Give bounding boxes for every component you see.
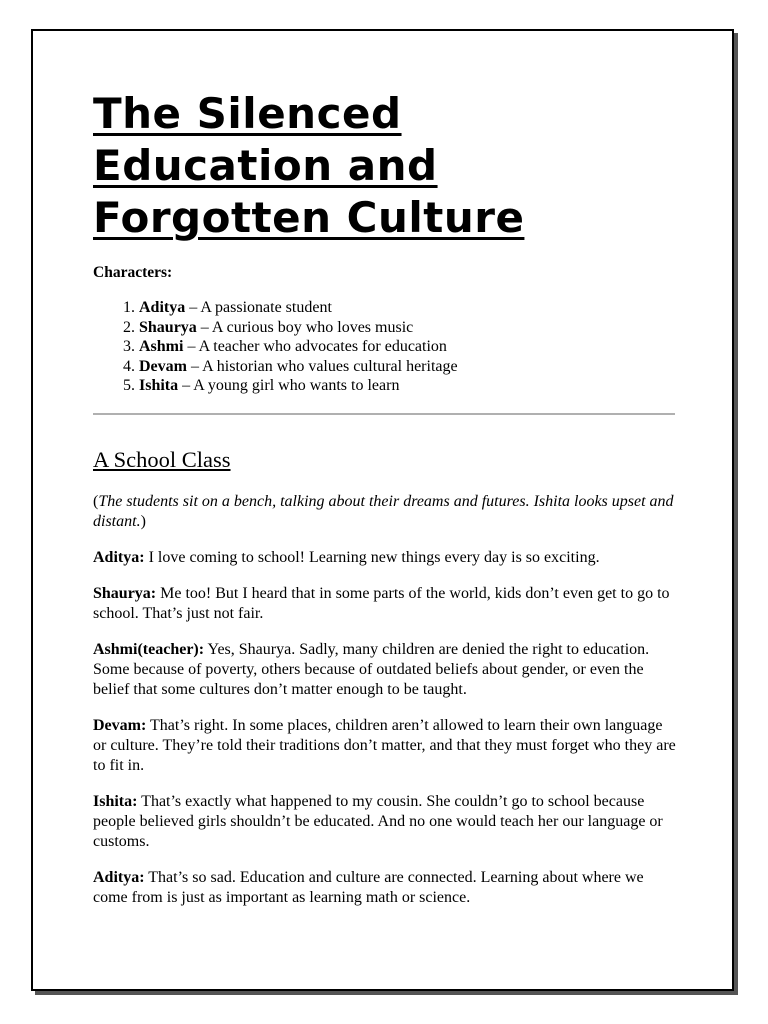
character-item <box>139 318 678 338</box>
speaker-name: Aditya: <box>93 548 145 566</box>
dialogue-line <box>93 584 678 624</box>
character-desc: – A curious boy who loves music <box>196 318 414 336</box>
dialogue-text: That’s right. In some places, children aren’t allowed to learn their own language or culture. They’re told their traditions don’t matter, and that they must forget who they are to fit in. <box>93 716 676 774</box>
character-desc: – A passionate student <box>185 299 332 316</box>
character-name: Shaurya <box>139 318 197 336</box>
character-desc: – A young girl who wants to learn <box>178 377 400 395</box>
dialogue-line <box>93 640 678 700</box>
dialogue-text: Yes, Shaurya. Sadly, many children are denied the right to education. Some because of poverty, others because of outdated beliefs about gender, or even the belief that some cultures don’t matter enough to be taught. <box>93 640 650 698</box>
character-name: Ishita <box>139 377 179 395</box>
dialogue-line <box>93 868 678 908</box>
dialogue-text: That’s exactly what happened to my cousin. She couldn’t go to school because people believed girls shouldn’t be educated. And no one would teach her our language or customs. <box>93 792 663 850</box>
character-desc: – A teacher who advocates for education <box>183 338 447 356</box>
dialogue-text: That’s so sad. Education and culture are connected. Learning about where we come from is just as important as learning math or science. <box>93 868 644 906</box>
dialogue-text: I love coming to school! Learning new things every day is so exciting. <box>144 548 600 566</box>
document-body <box>93 88 678 908</box>
speaker-name: Ashmi(teacher): <box>93 640 205 658</box>
character-item <box>139 376 678 396</box>
stage-direction-open: ( <box>93 492 99 510</box>
character-item <box>139 337 678 357</box>
stage-direction-text: The students sit on a bench, talking about their dreams and futures. Ishita looks upset and distant. <box>93 492 674 530</box>
horizontal-divider <box>93 413 675 415</box>
stage-direction <box>93 492 678 532</box>
character-name: Aditya <box>139 299 186 316</box>
character-item <box>139 357 678 377</box>
document-title <box>93 88 678 244</box>
scene-heading: A School Class <box>93 446 231 472</box>
characters-heading: Characters: <box>93 264 173 281</box>
character-item <box>139 298 678 318</box>
dialogue-line <box>93 716 678 776</box>
stage-direction-close: ) <box>140 512 146 530</box>
character-name: Ashmi <box>139 338 184 356</box>
title-line: Education and <box>93 141 438 190</box>
speaker-name: Ishita: <box>93 792 138 810</box>
speaker-name: Aditya: <box>93 868 145 886</box>
characters-list <box>93 298 678 396</box>
character-name: Devam <box>139 357 187 375</box>
dialogue-text: Me too! But I heard that in some parts of the world, kids don’t even get to go to school. That’s just not fair. <box>93 584 670 622</box>
character-desc: – A historian who values cultural heritage <box>186 357 458 375</box>
speaker-name: Devam: <box>93 716 147 734</box>
title-line: Forgotten Culture <box>93 193 525 242</box>
title-line: The Silenced <box>93 89 402 138</box>
dialogue-line <box>93 548 678 568</box>
speaker-name: Shaurya: <box>93 584 157 602</box>
dialogue-line <box>93 792 678 852</box>
